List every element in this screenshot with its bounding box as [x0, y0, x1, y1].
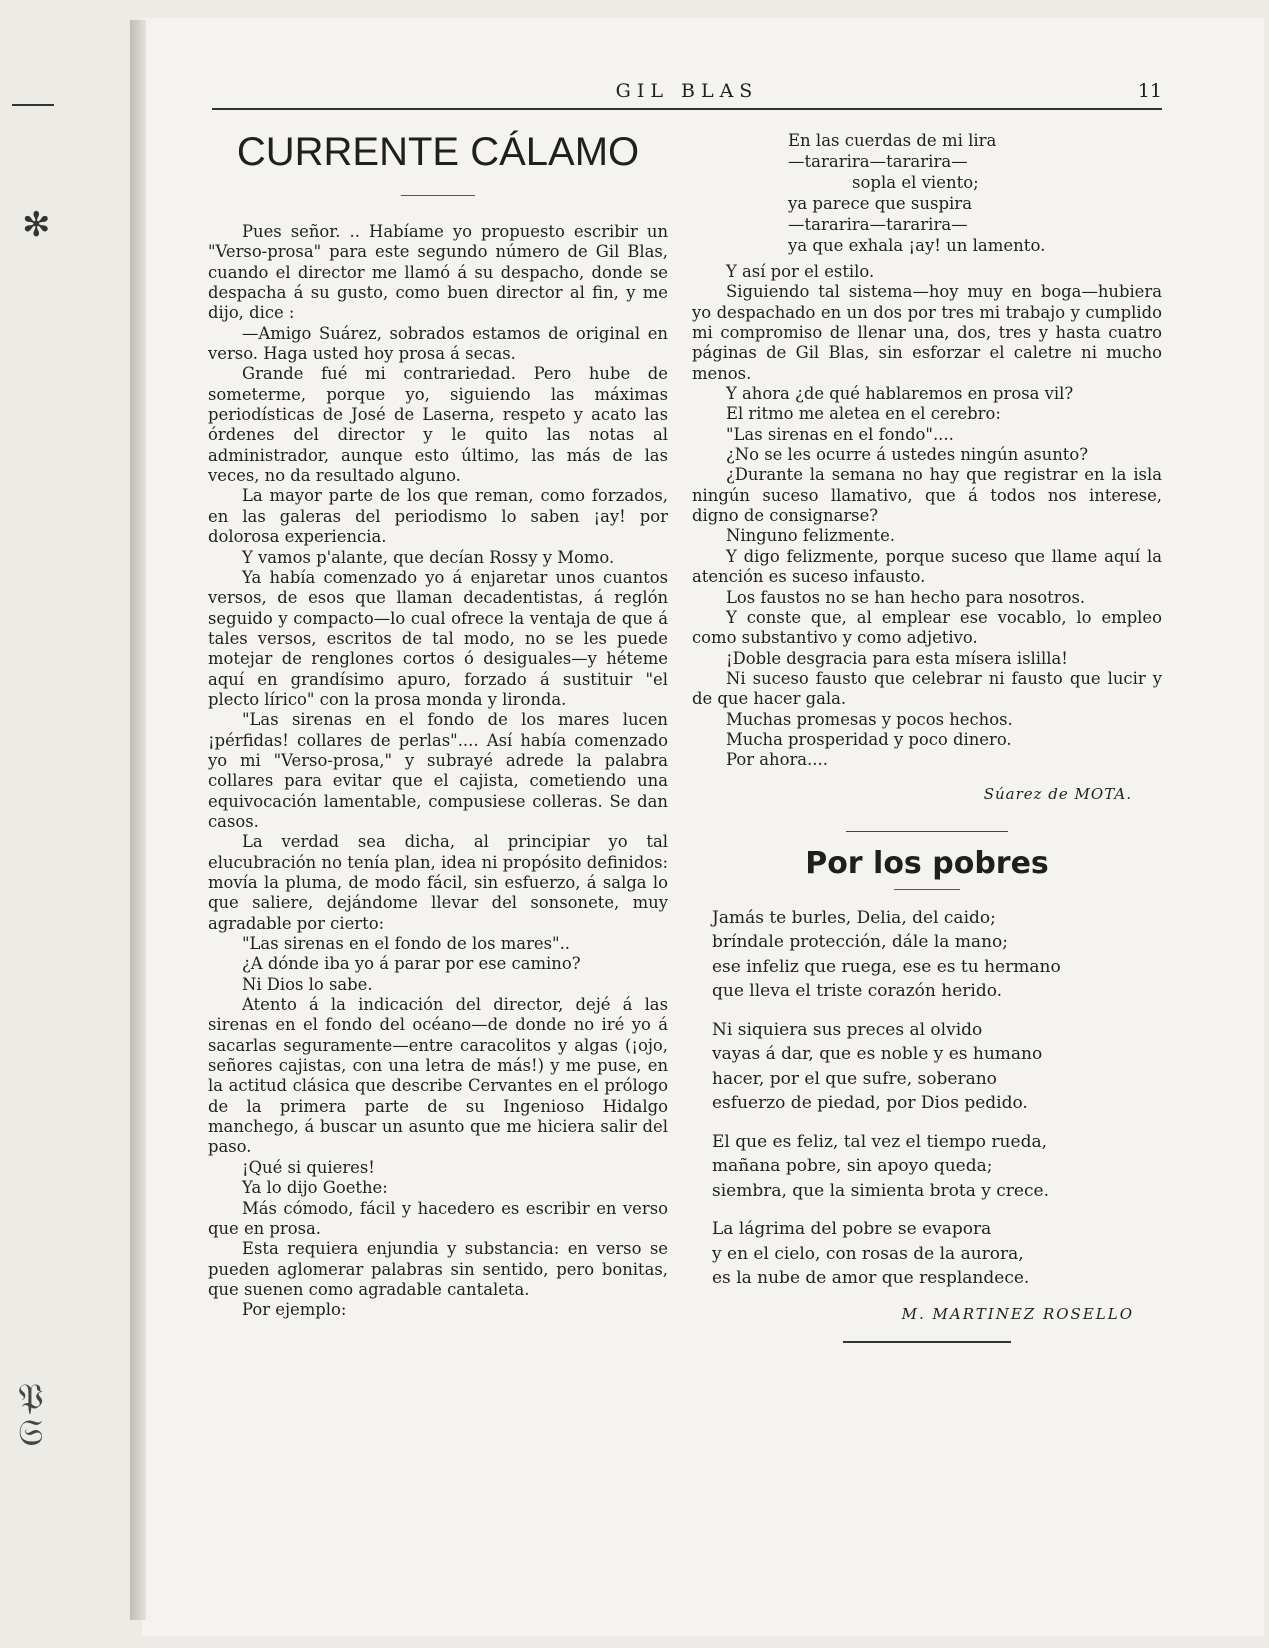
paragraph: Y vamos p'alante, que decían Rossy y Momo.	[242, 547, 615, 567]
paragraph: Atento á la indicación del director, dejé á las sirenas en el fondo del océano—de donde no iré yo á sacarlas seguramente—entre caracolitos y algas (¡ojo, señores cajistas, con una letra de más!) y me puse, en la actitud clásica que describe Cervantes en el prólogo de la primera parte de su Ingenioso Hidalgo manchego, á buscar un asunto que me hiciera salir del paso.	[208, 995, 668, 1157]
title-rule	[401, 195, 475, 196]
poem-line: mañana pobre, sin apoyo queda;	[712, 1156, 993, 1177]
paragraph: Y conste que, al emplear ese vocablo, lo empleo como substantivo y como adjetivo.	[692, 607, 1162, 648]
poem-signature: M. MARTINEZ ROSELLO	[901, 1304, 1134, 1323]
header-rule	[212, 108, 1162, 110]
verse-line: ya parece que suspira	[788, 194, 973, 213]
paragraph: ¡Doble desgracia para esta mísera islilla!	[726, 648, 1068, 668]
poem-line: siembra, que la simienta brota y crece.	[712, 1180, 1049, 1201]
poem-line: Jamás te burles, Delia, del caido;	[712, 907, 996, 928]
article-title: CURRENTE CÁLAMO	[236, 130, 640, 174]
poem-body	[692, 906, 1162, 1291]
poem-line: hacer, por el que sufre, soberano	[712, 1068, 997, 1089]
poem-stanza	[712, 906, 1162, 1004]
poem-stanza	[712, 1130, 1162, 1204]
section-divider	[846, 831, 1008, 832]
end-rule	[843, 1341, 1011, 1343]
paragraph: La mayor parte de los que reman, como forzados, en las galeras del periodismo lo saben ¡ay! por dolorosa experiencia.	[208, 486, 668, 547]
page-binding-shadow	[130, 20, 146, 1620]
paragraph: Ya había comenzado yo á enjaretar unos cuantos versos, de esos que llaman decadentistas, á reglón seguido y compacto—lo cual ofrece la ventaja de que á tales versos, escritos de tal modo, no se les puede motejar de renglones cortos ó desiguales—y héteme aquí en grandísimo apuro, forzado á sustituir "el plecto lírico" con la prosa monda y lironda.	[208, 567, 668, 709]
publication-title: GIL BLAS	[615, 80, 759, 102]
poem-stanza	[712, 1018, 1162, 1116]
poem-line: que lleva el triste corazón herido.	[712, 981, 1003, 1002]
article-signature: Súarez de MOTA.	[983, 784, 1132, 803]
poem-line: vayas á dar, que es noble y es humano	[712, 1044, 1043, 1065]
margin-rule	[12, 104, 54, 106]
paragraph: Ni suceso fausto que celebrar ni fausto que lucir y de que hacer gala.	[692, 668, 1162, 709]
paragraph: Muchas promesas y pocos hechos.	[726, 709, 1013, 729]
inline-verse	[692, 130, 1162, 256]
poem-line: es la nube de amor que resplandece.	[712, 1268, 1030, 1289]
poem-title-rule	[894, 889, 960, 890]
poem-stanza	[712, 1217, 1162, 1291]
paragraph: Los faustos no se han hecho para nosotros.	[726, 587, 1086, 607]
paragraph: Más cómodo, fácil y hacedero es escribir en verso que en prosa.	[208, 1198, 668, 1238]
paragraph: ¿A dónde iba yo á parar por ese camino?	[242, 954, 581, 974]
article-body-right	[692, 262, 1162, 771]
paragraph: ¿Durante la semana no hay que registrar en la isla ningún suceso llamativo, que á todos nos interese, digno de consignarse?	[692, 465, 1162, 526]
paragraph: ¡Qué si quieres!	[242, 1157, 375, 1177]
paragraph: Por ejemplo:	[242, 1300, 347, 1320]
poem-line: bríndale protección, dále la mano;	[712, 932, 1008, 953]
margin-handwriting: 𝔓 𝔖	[18, 1377, 44, 1454]
paragraph: Pues señor. .. Habíame yo propuesto escribir un "Verso-prosa" para este segundo número de Gil Blas, cuando el director me llamó á su despacho, donde se despacha á su gusto, como buen director al fin, y me dijo, dice :	[208, 222, 668, 323]
paragraph: Siguiendo tal sistema—hoy muy en boga—hubiera yo despachado en un dos por tres mi trabajo y cumplido mi compromiso de llenar una, dos, tres y hasta cuatro páginas de Gil Blas, sin esforzar el caletre ni mucho menos.	[692, 282, 1162, 383]
paragraph: Por ahora....	[726, 750, 828, 770]
paragraph: Esta requiera enjundia y substancia: en verso se pueden aglomerar palabras sin sentido, pero bonitas, que suenen como agradable cantaleta.	[208, 1239, 668, 1299]
poem-line: esfuerzo de piedad, por Dios pedido.	[712, 1093, 1028, 1114]
paragraph: El ritmo me aletea en el cerebro:	[726, 404, 1001, 424]
verse-line: En las cuerdas de mi lira	[788, 131, 997, 150]
paragraph: ¿No se les ocurre á ustedes ningún asunto?	[726, 445, 1089, 465]
left-column	[208, 120, 668, 1321]
paragraph: Mucha prosperidad y poco dinero.	[726, 729, 1012, 749]
verse-line: sopla el viento;	[852, 173, 979, 192]
paragraph: Ni Dios lo sabe.	[242, 974, 373, 994]
paragraph: —Amigo Suárez, sobrados estamos de original en verso. Haga usted hoy prosa á secas.	[208, 323, 668, 364]
verse-line: —tararira—tararira—	[788, 215, 968, 234]
poem-line: y en el cielo, con rosas de la aurora,	[712, 1243, 1024, 1264]
poem-line: El que es feliz, tal vez el tiempo rueda,	[712, 1131, 1047, 1152]
page-number: 11	[1137, 80, 1162, 102]
paragraph: "Las sirenas en el fondo"....	[726, 424, 954, 444]
paragraph: Y ahora ¿de qué hablaremos en prosa vil?	[726, 384, 1074, 404]
verse-line: ya que exhala ¡ay! un lamento.	[788, 236, 1046, 255]
paragraph: La verdad sea dicha, al principiar yo tal elucubración no tenía plan, idea ni propósito definidos: movía la pluma, de modo fácil, sin esfuerzo, á salga lo que saliere, dejándome llevar del sonsonete, muy agradable por cierto:	[208, 832, 668, 933]
poem-line: La lágrima del pobre se evapora	[712, 1219, 992, 1240]
paragraph: Y así por el estilo.	[726, 262, 875, 281]
poem-title: Por los pobres	[805, 845, 1049, 881]
page-header	[212, 80, 1162, 110]
poem-line: ese infeliz que ruega, ese es tu hermano	[712, 956, 1061, 977]
verse-line: —tararira—tararira—	[788, 152, 968, 171]
article-body-left	[208, 222, 668, 1321]
paragraph: "Las sirenas en el fondo de los mares"..	[242, 934, 570, 954]
paragraph: Ninguno felizmente.	[726, 526, 896, 546]
paragraph: "Las sirenas en el fondo de los mares lucen ¡pérfidas! collares de perlas".... Así había comenzado yo mi "Verso-prosa," y subrayé adrede la palabra collares para evitar que el cajista, cometiendo una equivocación lamentable, compusiese colleras. Se dan casos.	[208, 710, 668, 831]
paragraph: Grande fué mi contrariedad. Pero hube de someterme, porque yo, siguiendo las máximas periodísticas de José de Laserna, respeto y acato las órdenes del director y le quito las notas al administrador, aunque esto último, las más de las veces, no da resultado alguno.	[208, 364, 668, 486]
right-column	[692, 130, 1162, 1343]
paragraph: Y digo felizmente, porque suceso que llame aquí la atención es suceso infausto.	[692, 546, 1162, 587]
margin-ornament: ✻	[22, 205, 51, 245]
poem-line: Ni siquiera sus preces al olvido	[712, 1019, 983, 1040]
paragraph: Ya lo dijo Goethe:	[242, 1178, 388, 1198]
